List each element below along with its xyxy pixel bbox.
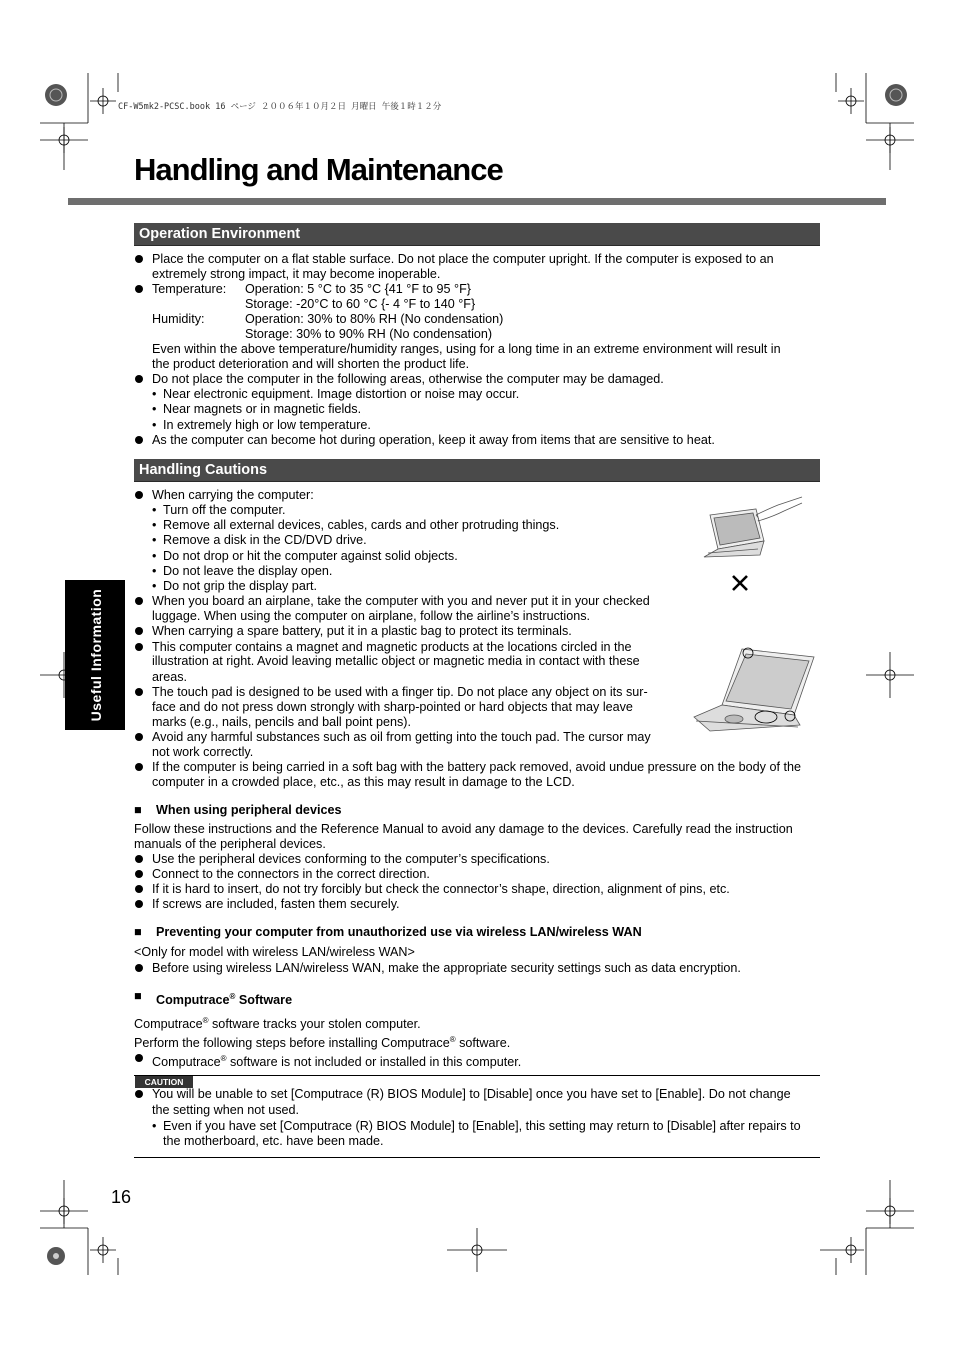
sub-bullet-text: In extremely high or low temperature. <box>163 418 371 432</box>
sub-bullet-text: Near electronic equipment. Image distortion or noise may occur. <box>163 387 520 401</box>
laptop-magnet-illustration <box>690 645 818 735</box>
text-line: marks (e.g., nails, pencils and ball point pens). <box>152 715 412 729</box>
text-line: Perform the following steps before installing Computrace® software. <box>134 1035 511 1051</box>
humidity-operation: Operation: 30% to 80% RH (No condensation) <box>245 312 504 326</box>
sub-bullet-text: Remove a disk in the CD/DVD drive. <box>163 533 367 547</box>
text-line: the product deterioration and will shorten the product life. <box>152 357 470 371</box>
text-line: Follow these instructions and the Reference Manual to avoid any damage to the devices. Carefully read the instruction <box>134 822 793 836</box>
text-line: Computrace® software tracks your stolen computer. <box>134 1016 421 1032</box>
sub-bullet-text: Remove all external devices, cables, cards and other protruding things. <box>163 518 560 532</box>
bullet-text: Computrace® software is not included or installed in this computer. <box>152 1051 521 1070</box>
side-tab-label: Useful Information <box>88 588 104 722</box>
bullet-text: When you board an airplane, take the computer with you and never put it in your checked <box>152 594 650 608</box>
text-line: Even within the above temperature/humidity ranges, using for a long time in an extreme environment will result in <box>152 342 781 356</box>
page-number: 16 <box>111 1187 132 1207</box>
bullet-text: This computer contains a magnet and magnetic products at the locations circled in the <box>152 640 632 654</box>
bullet-text: If it is hard to insert, do not try forcibly but check the connector’s shape, direction, alignment of pins, etc. <box>152 882 730 896</box>
humidity-label: Humidity: <box>152 312 205 326</box>
text-line: illustration at right. Avoid leaving metallic object or magnetic media in contact with these <box>152 654 640 668</box>
subheading-wireless: Preventing your computer from unauthorized use via wireless LAN/wireless WAN <box>156 925 642 939</box>
text-line: luggage. When using the computer on airplane, follow the airline’s instructions. <box>152 609 591 623</box>
sub-bullet-text: Near magnets or in magnetic fields. <box>163 402 362 416</box>
bullet-text: Place the computer on a flat stable surface. Do not place the computer upright. If the computer is exposed to an <box>152 252 774 266</box>
registration-mark-icon: ® <box>229 992 236 1001</box>
subheading-peripheral: When using peripheral devices <box>156 803 342 817</box>
text-line: the motherboard, etc. have been made. <box>163 1134 384 1148</box>
bullet-text: When carrying the computer: <box>152 488 314 502</box>
temperature-storage: Storage: -20°C to 60 °C {- 4 °F to 140 °F} <box>245 297 476 311</box>
sub-bullet-text: Do not drop or hit the computer against solid objects. <box>163 549 458 563</box>
bullet-text: Use the peripheral devices conforming to the computer’s specifications. <box>152 852 550 866</box>
bullet-text: If the computer is being carried in a soft bag with the battery pack removed, avoid undue pressure on the body of the <box>152 760 801 774</box>
sub-bullet-text: Do not grip the display part. <box>163 579 318 593</box>
temperature-operation: Operation: 5 °C to 35 °C {41 °F to 95 °F} <box>245 282 471 296</box>
text-line: extremely strong impact, it may become inoperable. <box>152 267 441 281</box>
prohibited-x-icon <box>731 574 749 592</box>
temperature-label: Temperature: <box>152 282 227 296</box>
bullet-text: When carrying a spare battery, put it in a plastic bag to protect its terminals. <box>152 624 572 638</box>
caution-label: CAUTION <box>135 1076 193 1088</box>
text-line: computer in a crowded place, etc., as this may result in damage to the LCD. <box>152 775 575 789</box>
bullet-text: The touch pad is designed to be used with a finger tip. Do not place any object on its sur- <box>152 685 648 699</box>
bullet-text: You will be unable to set [Computrace (R) BIOS Module] to [Disable] once you have set to [Enable]. Do not change <box>152 1087 791 1101</box>
caution-bottom-rule <box>134 1157 820 1158</box>
subheading-computrace: Computrace® Software <box>156 992 293 1008</box>
text-line: areas. <box>152 670 188 684</box>
page-title: Handling and Maintenance <box>134 152 503 187</box>
bullet-text: Before using wireless LAN/wireless WAN, make the appropriate security settings such as data encryption. <box>152 961 741 975</box>
section-heading-handling-cautions: Handling Cautions <box>134 459 820 482</box>
caution-top-rule <box>134 1075 820 1076</box>
humidity-storage: Storage: 30% to 90% RH (No condensation) <box>245 327 493 341</box>
text-line: not work correctly. <box>152 745 254 759</box>
bullet-text: Avoid any harmful substances such as oil from getting into the touch pad. The cursor may <box>152 730 651 744</box>
title-rule <box>68 198 886 205</box>
sub-bullet-text: Do not leave the display open. <box>163 564 333 578</box>
bullet-text: If screws are included, fasten them securely. <box>152 897 400 911</box>
text-line: face and do not press down strongly with sharp-pointed or hard objects that may leave <box>152 700 633 714</box>
sub-bullet-text: Turn off the computer. <box>163 503 286 517</box>
bullet-text: Connect to the connectors in the correct direction. <box>152 867 430 881</box>
laptop-carry-illustration <box>698 495 808 565</box>
sub-bullet-text: Even if you have set [Computrace (R) BIOS Module] to [Enable], this setting may return to [Disable] after repairs to <box>163 1119 801 1133</box>
print-header: CF-W5mk2-PCSC.book 16 ページ ２００６年１０月２日 月曜日 午後１時１２分 <box>118 102 442 112</box>
bullet-text: Do not place the computer in the following areas, otherwise the computer may be damaged. <box>152 372 664 386</box>
text-line: <Only for model with wireless LAN/wireless WAN> <box>134 945 415 959</box>
bullet-text: As the computer can become hot during operation, keep it away from items that are sensitive to heat. <box>152 433 715 447</box>
section-heading-operation-environment: Operation Environment <box>134 223 820 246</box>
text-line: manuals of the peripheral devices. <box>134 837 326 851</box>
text-line: the setting when not used. <box>152 1103 300 1117</box>
